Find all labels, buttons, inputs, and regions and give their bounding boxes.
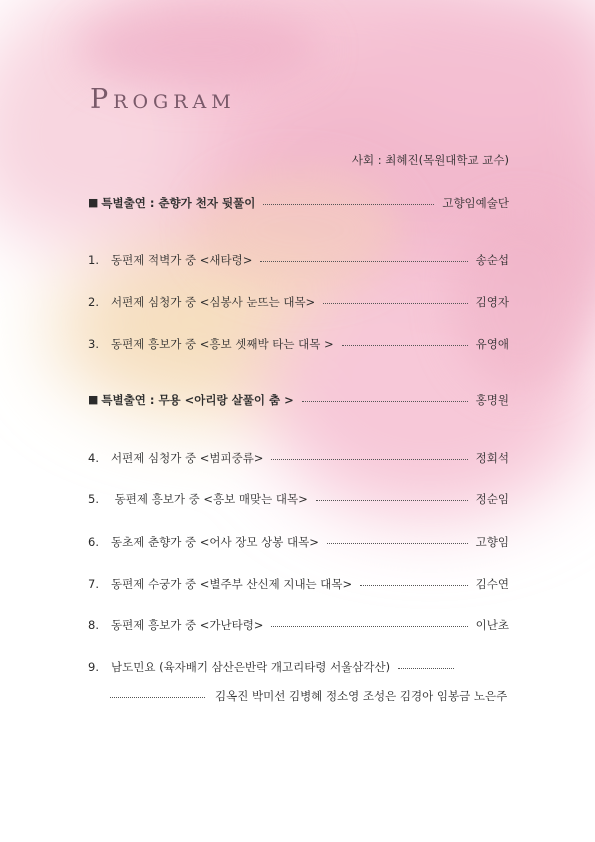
performer-name: 김영자 <box>475 295 509 309</box>
leader-dots <box>323 303 467 304</box>
item-number: 8. <box>88 618 99 632</box>
item-number: 1. <box>88 253 99 267</box>
leader-dots <box>271 459 467 460</box>
item-number: 6. <box>88 535 99 549</box>
program-item-performers-line <box>110 688 509 704</box>
piece-title: 남도민요 (육자배기 삼산은반락 개고리타령 서울삼각산) <box>111 660 391 674</box>
performer-name: 김수연 <box>475 577 509 591</box>
piece-title: 동편제 흥보가 중 <가난타령> <box>111 618 264 632</box>
performer-name: 정회석 <box>475 451 509 465</box>
special-title: 특별출연 : 춘향가 천자 뒷풀이 <box>101 196 256 210</box>
item-number: 4. <box>88 451 99 465</box>
performer-name: 이난초 <box>475 618 509 632</box>
performer-name: 고향임예술단 <box>442 196 509 210</box>
leader-dots <box>302 401 468 402</box>
program-item <box>88 576 509 592</box>
program-item <box>88 450 509 466</box>
program-item <box>88 617 509 633</box>
leader-dots <box>360 585 468 586</box>
leader-dots <box>342 345 468 346</box>
piece-title: 동편제 수궁가 중 <별주부 산신제 지내는 대목> <box>111 577 353 591</box>
item-number: 2. <box>88 295 99 309</box>
performer-name: 홍명원 <box>475 393 509 407</box>
item-number: 9. <box>88 660 99 674</box>
item-number: 3. <box>88 337 99 351</box>
leader-dots <box>263 204 434 205</box>
performer-name: 송순섭 <box>475 253 509 267</box>
page-title: Program <box>90 84 236 115</box>
leader-dots <box>260 261 467 262</box>
piece-title: 서편제 심청가 중 <범피중류> <box>111 451 264 465</box>
leader-dots <box>398 668 454 669</box>
program-item <box>88 534 509 550</box>
square-bullet-icon: ■ <box>88 196 99 209</box>
piece-title: 서편제 심청가 중 <심봉사 눈뜨는 대목> <box>111 295 316 309</box>
item-number: 5. <box>88 492 99 506</box>
program-item <box>88 659 509 675</box>
performer-name: 고향임 <box>475 535 509 549</box>
piece-title: 동편제 흥보가 중 <흥보 셋째박 타는 대목 > <box>111 337 334 351</box>
item-number: 7. <box>88 577 99 591</box>
leader-dots <box>327 543 468 544</box>
leader-dots <box>271 626 467 627</box>
host-credit: 사회 : 최혜진(목원대학교 교수) <box>351 153 509 167</box>
square-bullet-icon: ■ <box>88 393 99 406</box>
performer-name: 정순임 <box>475 492 509 506</box>
special-performance-row <box>88 195 509 211</box>
leader-dots <box>110 697 205 698</box>
piece-title: 동초제 춘향가 중 <어사 장모 상봉 대목> <box>111 535 319 549</box>
performer-name: 유영애 <box>475 337 509 351</box>
program-item <box>88 336 509 352</box>
special-performance-row <box>88 392 509 408</box>
leader-dots <box>316 500 468 501</box>
program-item <box>88 294 509 310</box>
program-item <box>88 252 509 268</box>
performer-names: 김옥진 박미선 김병혜 정소영 조성은 김경아 임봉금 노은주 <box>215 689 508 703</box>
piece-title: 동편제 적벽가 중 <새타령> <box>111 253 253 267</box>
special-title: 특별출연 : 무용 <아리랑 살풀이 춤 > <box>101 393 294 407</box>
piece-title: 동편제 흥보가 중 <흥보 매맞는 대목> <box>111 492 308 506</box>
program-item <box>88 491 509 507</box>
